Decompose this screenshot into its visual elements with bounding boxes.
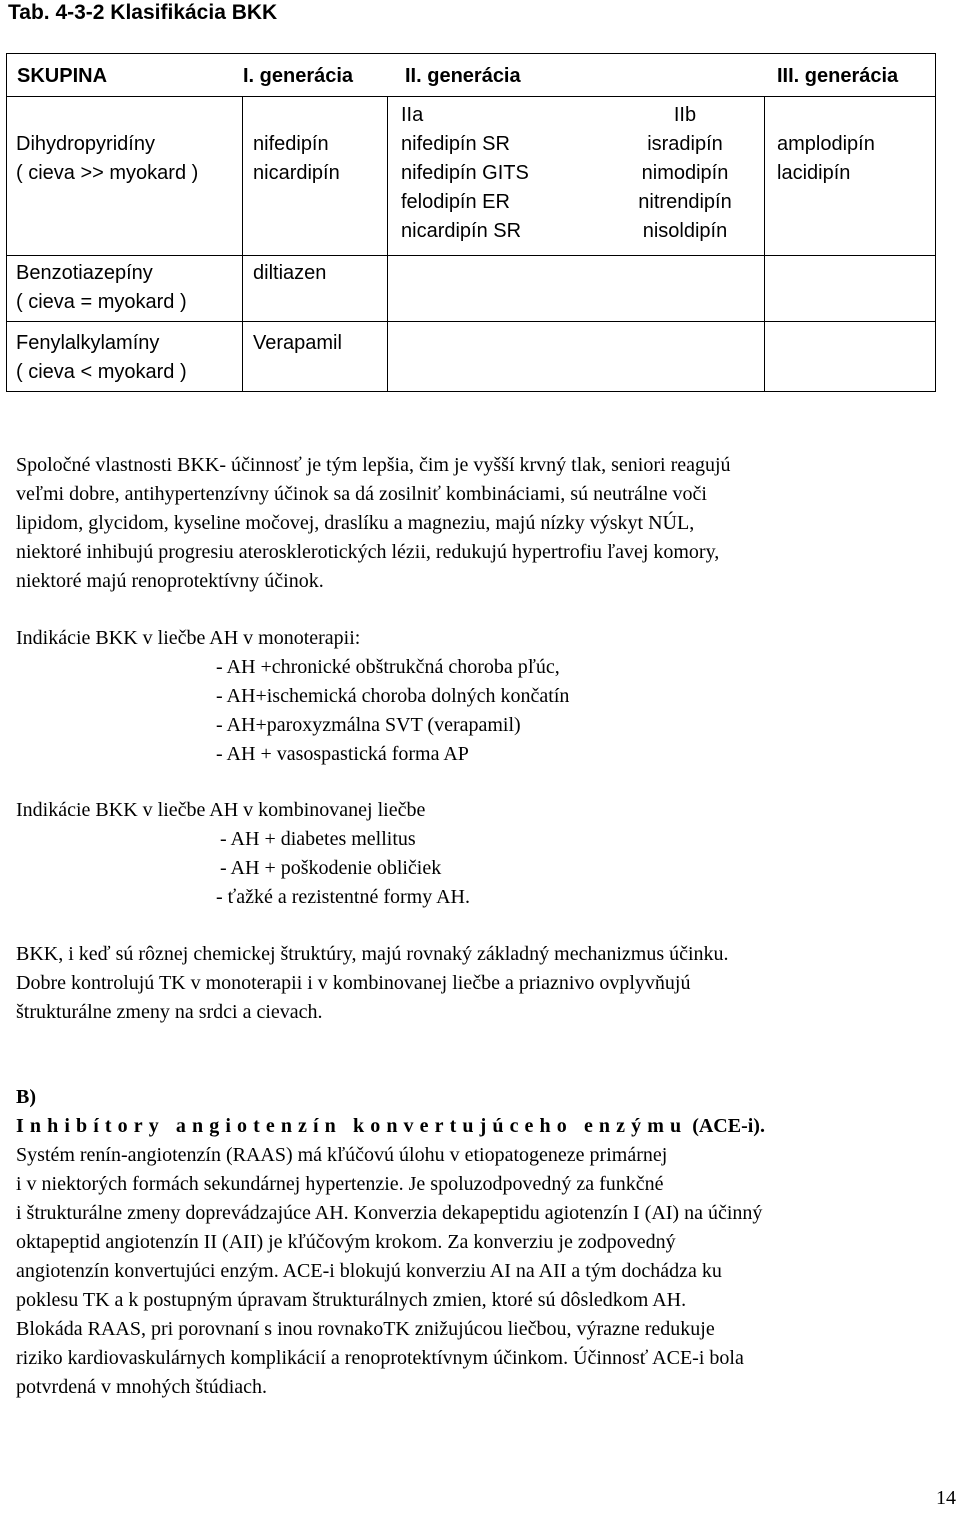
row1-gen3: amplodipín lacidipín (777, 133, 875, 184)
list-item: - AH +chronické obštrukčná choroba pľúc, (216, 656, 560, 678)
list-item: - AH+ischemická choroba dolných končatín (216, 685, 570, 707)
row1-gen2a: IIa nifedipín SR nifedipín GITS felodipín ER nicardipín SR (401, 104, 529, 242)
header-group: SKUPINA (17, 65, 108, 87)
row1-gen2b: IIb isradipín nimodipín nitrendipín nisoldipín (638, 104, 732, 242)
row2-group: Benzotiazepíny ( cieva = myokard ) (16, 262, 187, 313)
combo-heading: Indikácie BKK v liečbe AH v kombinovanej liečbe (16, 799, 426, 821)
section-b-label: B) (16, 1086, 36, 1108)
list-item: - AH + vasospastická forma AP (216, 743, 469, 765)
header-gen2: II. generácia (405, 65, 521, 87)
list-item: - AH+paroxyzmálna SVT (verapamil) (216, 714, 521, 736)
header-gen1: I. generácia (243, 65, 354, 87)
table-rule (387, 96, 388, 391)
list-item: - AH + poškodenie obličiek (220, 857, 442, 879)
row1-group: Dihydropyridíny ( cieva >> myokard ) (16, 133, 199, 184)
table-rule (242, 96, 243, 391)
row1-gen1: nifedipín nicardipín (253, 133, 340, 184)
mono-heading: Indikácie BKK v liečbe AH v monoterapii: (16, 627, 361, 649)
table-rule (7, 255, 935, 256)
combo-list (216, 825, 470, 912)
list-item: - AH + diabetes mellitus (220, 828, 416, 850)
mono-list (216, 653, 569, 769)
list-item: - ťažké a rezistentné formy AH. (216, 886, 470, 908)
header-gen3: III. generácia (777, 65, 899, 87)
row2-gen1: diltiazen (253, 262, 327, 284)
properties-paragraph: Spoločné vlastnosti BKK- účinnosť je tým lepšia, čim je vyšší krvný tlak, seniori reagujú veľmi dobre, antihypertenzívny účinok sa dá zosilniť kombináciami, sú neutrálne voči lipidom, glycidom, kyseline močovej, draslíku a magneziu, majú nízky výskyt NÚL, niektoré inhibujú progresiu aterosklerotických lézii, redukujú hypertrofiu ľavej komory, niektoré majú renoprotektívny účinok. (16, 454, 731, 592)
classification-table (6, 53, 936, 392)
table-caption: Tab. 4-3-2 Klasifikácia BKK (8, 1, 278, 24)
table-rule (7, 321, 935, 322)
summary-paragraph: BKK, i keď sú rôznej chemickej štruktúry, majú rovnaký základný mechanizmus účinku. Dobre kontrolujú TK v monoterapii i v kombinovanej liečbe a priaznivo ovplyvňujú štrukturálne zmeny na srdci a cievach. (16, 943, 729, 1023)
table-rule (764, 96, 765, 391)
row3-gen1: Verapamil (253, 332, 342, 354)
page-number: 14 (936, 1487, 956, 1509)
row3-group: Fenylalkylamíny ( cieva < myokard ) (16, 332, 187, 383)
section-b-title: Inhibítory angiotenzín konvertujúceho enzýmu (ACE-i). (16, 1115, 765, 1137)
section-b-paragraph: Systém renín-angiotenzín (RAAS) má kľúčovú úlohu v etiopatogeneze primárnej i v niektorých formách sekundárnej hypertenzie. Je spoluzodpovedný za funkčné i štrukturálne zmeny doprevádzajúce AH. Konverzia dekapeptidu agiotenzín I (AI) na účinný oktapeptid angiotenzín II (AII) je kľúčovým krokom. Za konverziu je zodpovedný angiotenzín konvertujúci enzým. ACE-i blokujú konverziu AI na AII a tým dochádza ku poklesu TK a k postupným úpravam štrukturálnych zmien, ktoré sú dôsledkom AH. Blokáda RAAS, pri porovnaní s inou rovnakoTK znižujúcou liečbou, výrazne redukuje riziko kardiovaskulárnych komplikácií a renoprotektívnym účinkom. Účinnosť ACE-i bola potvrdená v mnohých štúdiach. (16, 1144, 763, 1398)
table-rule (7, 96, 935, 97)
